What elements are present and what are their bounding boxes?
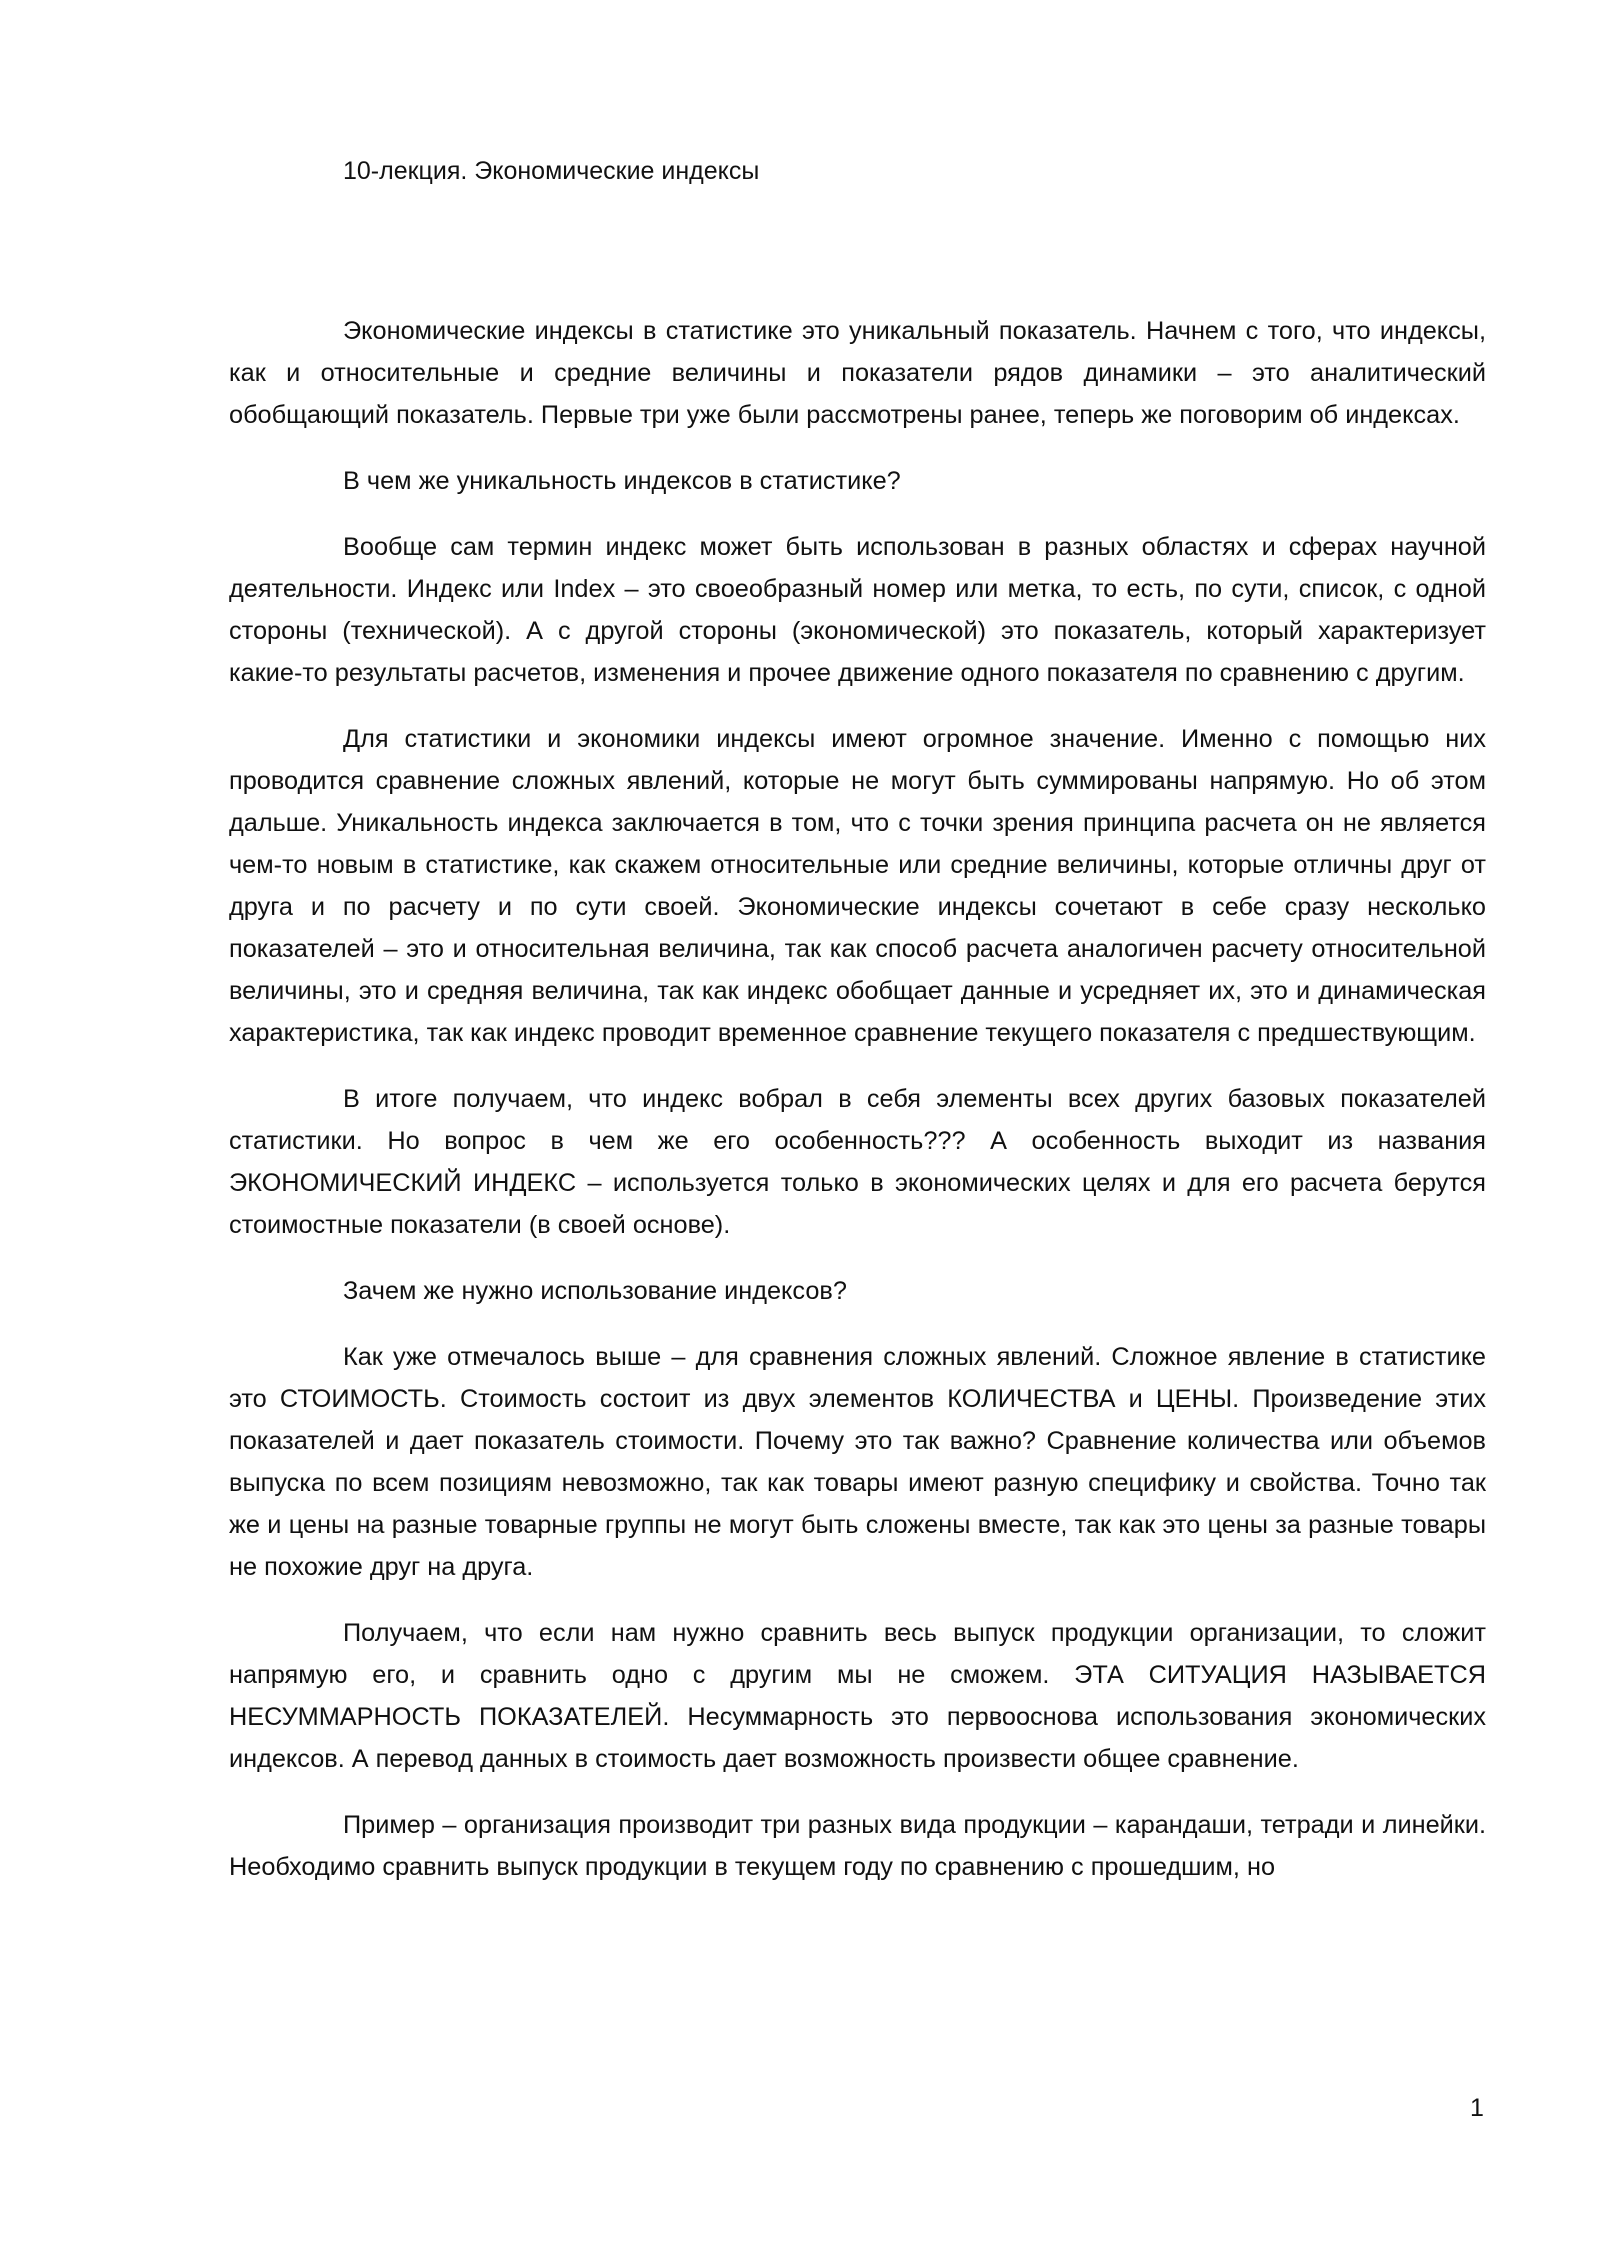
paragraph-index-term: Вообще сам термин индекс может быть использован в разных областях и сферах научной деятельности. Индекс или Index – это своеобразный номер или метка, то есть, по сути, список, с одной стороны (технической). А с другой стороны (экономической) это показатель, который характеризует какие-то результаты расчетов, изменения и прочее движение одного показателя по сравнению с другим. — [229, 533, 1486, 687]
paragraph-example: Пример – организация производит три разных вида продукции – карандаши, тетради и линейки. Необходимо сравнить выпуск продукции в текущем году по сравнению с прошедшим, но — [229, 1811, 1486, 1881]
paragraph-conclusion: В итоге получаем, что индекс вобрал в себя элементы всех других базовых показателей статистики. Но вопрос в чем же его особенность??? А особенность выходит из названия ЭКОНОМИЧЕСКИЙ ИНДЕКС – используется только в экономических целях и для его расчета берутся стоимостные показатели (в своей основе). — [229, 1085, 1486, 1239]
paragraph-index-significance: Для статистики и экономики индексы имеют огромное значение. Именно с помощью них проводится сравнение сложных явлений, которые не могут быть суммированы напрямую. Но об этом дальше. Уникальность индекса заключается в том, что с точки зрения принципа расчета он не является чем-то новым в статистике, как скажем относительные или средние величины, которые отличны друг от друга и по расчету и по сути своей. Экономические индексы сочетают в себе сразу несколько показателей – это и относительная величина, так как способ расчета аналогичен расчету относительной величины, это и средняя величина, так как индекс обобщает данные и усредняет их, это и динамическая характеристика, так как индекс проводит временное сравнение текущего показателя с предшествующим. — [229, 725, 1486, 1047]
paragraph-intro: Экономические индексы в статистике это уникальный показатель. Начнем с того, что индексы, как и относительные и средние величины и показатели рядов динамики – это аналитический обобщающий показатель. Первые три уже были рассмотрены ранее, теперь же поговорим об индексах. — [229, 317, 1486, 429]
paragraph-non-summability: Получаем, что если нам нужно сравнить весь выпуск продукции организации, то сложит напрямую его, и сравнить одно с другим мы не сможем. ЭТА СИТУАЦИЯ НАЗЫВАЕТСЯ НЕСУММАРНОСТЬ ПОКАЗАТЕЛЕЙ. Несуммарность это первооснова использования экономических индексов. А перевод данных в стоимость дает возможность произвести общее сравнение. — [229, 1619, 1486, 1773]
paragraph-complex-phenomena: Как уже отмечалось выше – для сравнения сложных явлений. Сложное явление в статистике это СТОИМОСТЬ. Стоимость состоит из двух элементов КОЛИЧЕСТВА и ЦЕНЫ. Произведение этих показателей и дает показатель стоимости. Почему это так важно? Сравнение количества или объемов выпуска по всем позициям невозможно, так как товары имеют разную специфику и свойства. Точно так же и цены на разные товарные группы не могут быть сложены вместе, так как это цены за разные товары не похожие друг на друга. — [229, 1343, 1486, 1581]
paragraph-question-usage: Зачем же нужно использование индексов? — [343, 1277, 847, 1305]
paragraph-question-uniqueness: В чем же уникальность индексов в статистике? — [343, 467, 901, 495]
page-number: 1 — [1470, 2094, 1484, 2122]
document-title: 10-лекция. Экономические индексы — [343, 157, 760, 185]
document-body — [229, 310, 1486, 1912]
